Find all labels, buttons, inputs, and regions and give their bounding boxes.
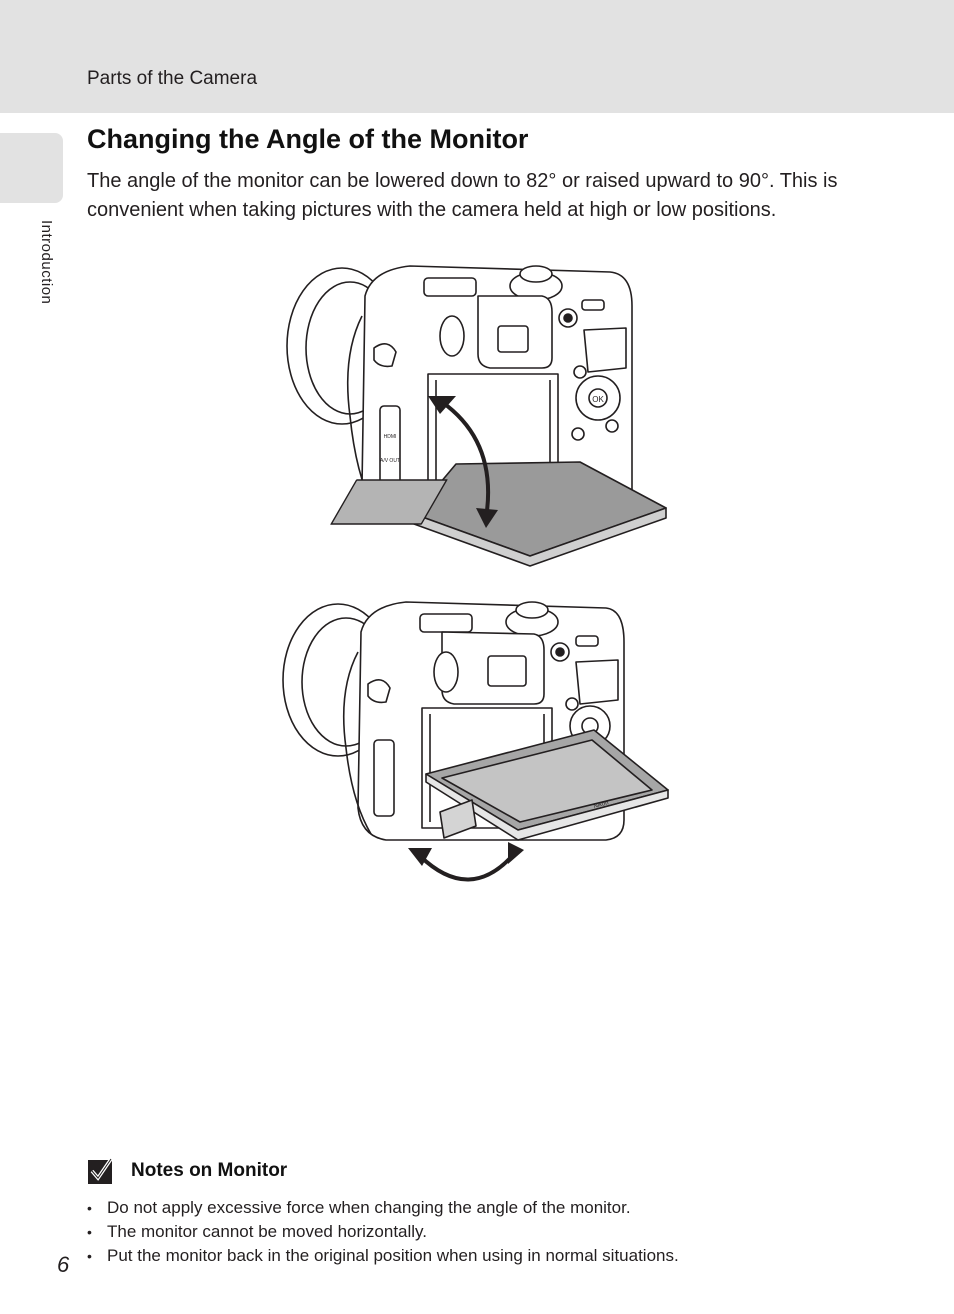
notes-title: Notes on Monitor [131, 1160, 288, 1181]
thumb-rest [584, 328, 626, 372]
brand-label: Nikon [593, 800, 610, 810]
mode-dial-top [520, 266, 552, 282]
mode-dial-top [516, 602, 548, 618]
header-band [0, 0, 954, 113]
list-item: • Do not apply excessive force when changing the angle of the monitor. [87, 1196, 679, 1220]
viewfinder-window [498, 326, 528, 352]
bullet-icon: • [87, 1200, 92, 1216]
intro-paragraph: The angle of the monitor can be lowered down to 82° or raised upward to 90°. This is convenient when taking pictures with the camera held at high or low positions. [87, 170, 838, 221]
menu-button [572, 428, 584, 440]
flash-housing [420, 614, 472, 632]
strap-eyelet [374, 344, 396, 367]
diopter-wheel [434, 652, 458, 692]
ok-label: OK [592, 395, 604, 404]
thumb-rest [576, 660, 618, 704]
play-button [566, 698, 578, 710]
strap-eyelet [368, 680, 390, 703]
play-button [574, 366, 586, 378]
zoom-lever [576, 636, 598, 646]
flash-housing [424, 278, 476, 296]
zoom-lever [582, 300, 604, 310]
tilt-arrow-head-right [508, 842, 524, 864]
running-head: Parts of the Camera [87, 68, 258, 89]
diopter-wheel [440, 316, 464, 356]
delete-button [606, 420, 618, 432]
hdmi-label: HDMI [383, 434, 397, 440]
bullet-icon: • [87, 1248, 92, 1264]
viewfinder-window [488, 656, 526, 686]
av-out-label: A/V OUT [379, 458, 401, 464]
list-item: • The monitor cannot be moved horizontally. [87, 1220, 679, 1244]
bullet-icon: • [87, 1224, 92, 1240]
notes-heading [87, 1155, 287, 1187]
checkmark-icon [87, 1157, 115, 1185]
notes-list [87, 1196, 679, 1268]
tilt-arrow [420, 854, 514, 880]
section-title: Changing the Angle of the Monitor [87, 124, 529, 154]
connector-cover [374, 740, 394, 816]
camera-monitor-lowered-illustration [280, 256, 680, 568]
page-number: 6 [57, 1252, 70, 1277]
camera-monitor-raised-illustration [276, 594, 676, 890]
list-item: • Put the monitor back in the original position when using in normal situations. [87, 1244, 679, 1268]
connector-cover [380, 406, 400, 484]
side-tab-label: Introduction [38, 220, 55, 305]
side-tab [0, 133, 63, 203]
